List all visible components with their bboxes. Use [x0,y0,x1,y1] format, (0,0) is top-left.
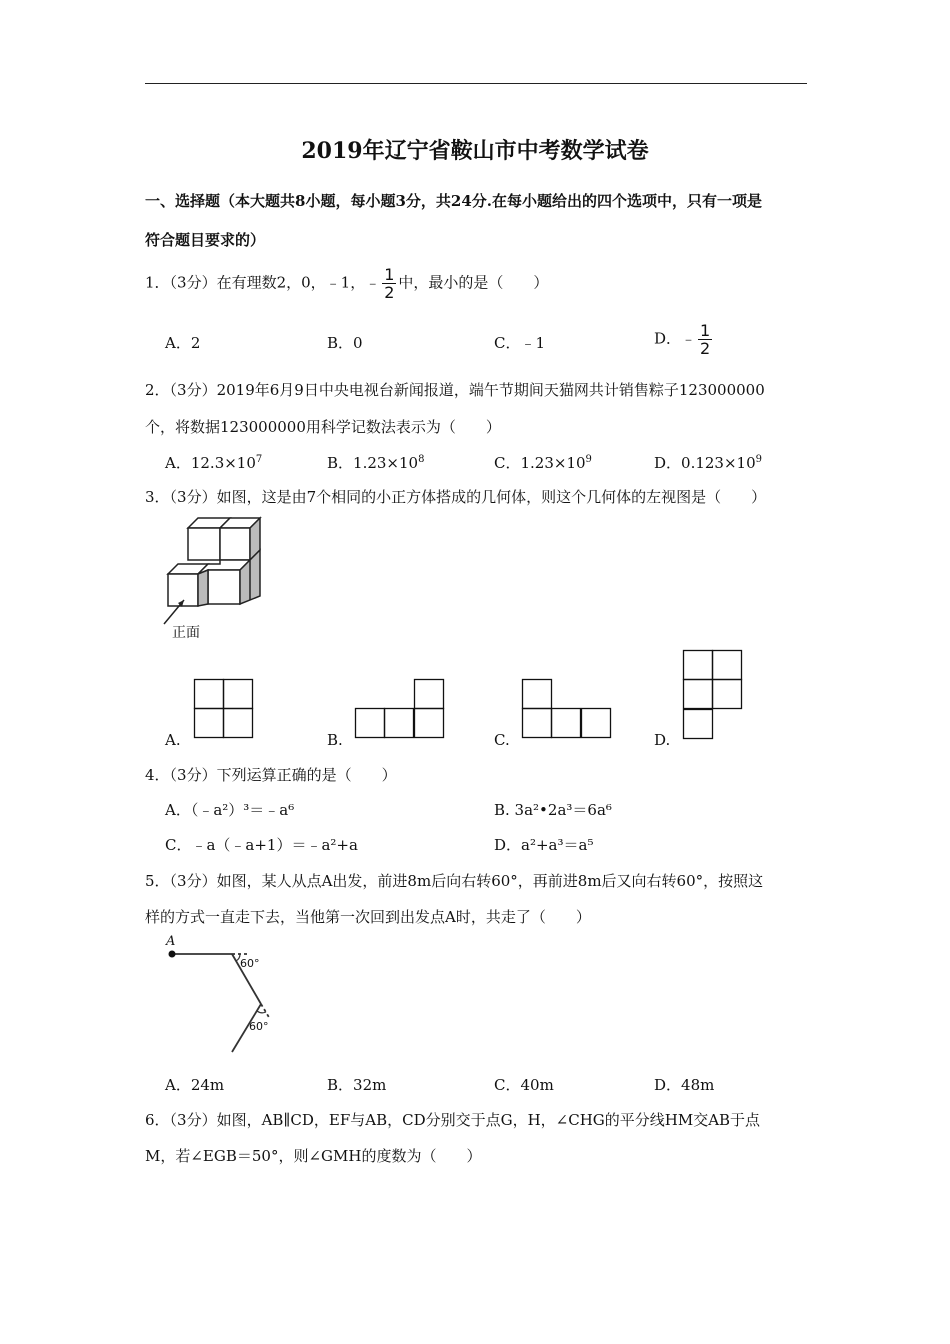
question-3-cube-figure [160,516,270,646]
question-5-angle1-label: 60° [240,957,260,970]
question-1-option-b[interactable]: B．0 [327,334,363,352]
question-5-line2: 样的方式一直走下去，当他第一次回到出发点A时，共走了（ ） [145,908,591,926]
page-title: 2019年辽宁省鞍山市中考数学试卷 [301,138,649,164]
question-2-option-b[interactable]: B．$1.23\times 10^8$ [327,454,425,472]
question-1-option-a[interactable]: A．2 [165,334,201,352]
question-1-text-post: 中，最小的是（ ） [398,273,549,292]
question-6-line1: 6．（3分）如图，AB∥CD，EF与AB，CD分别交于点G，H，∠CHG的平分线HM交AB于点 [145,1111,761,1129]
question-3-option-a[interactable]: A. [165,731,181,749]
question-5-line1: 5．（3分）如图，某人从点A出发，前进8m后向右转60°，再前进8m后又向右转60°，按照这 [145,872,764,890]
question-2-line1: 2．（3分）2019年6月9日中央电视台新闻报道，端午节期间天猫网共计销售粽子123000000 [145,381,765,399]
question-2-option-a[interactable]: A．$12.3\times 10^7$ [165,454,263,472]
question-3-stem: 3．（3分）如图，这是由7个相同的小正方体搭成的几何体，则这个几何体的左视图是（ ） [145,488,767,506]
question-4-stem: 4．（3分）下列运算正确的是（ ） [145,766,397,784]
header-rule [145,83,807,84]
question-3-option-d-figure [683,650,743,740]
question-3-option-b[interactable]: B. [327,731,343,749]
question-6-line2: M，若∠EGB＝50°，则∠GMH的度数为（ ） [145,1147,482,1165]
section-heading-line1: 一、选择题（本大题共8小题，每小题3分，共24分.在每小题给出的四个选项中，只有一项是 [145,192,762,210]
question-4-option-a[interactable]: A．（﹣a²）³＝﹣a⁶ [165,801,295,819]
question-2-option-d[interactable]: D．$0.123\times 10^9$ [654,454,762,472]
question-2-option-c[interactable]: C．$1.23\times 10^9$ [494,454,592,472]
question-4-option-c[interactable]: C．﹣a（﹣a+1）＝﹣a²+a [165,836,358,854]
question-1-option-d[interactable]: D．﹣ $\frac{1}{2}$ [654,321,711,358]
question-5-option-a[interactable]: A．24m [165,1076,225,1094]
section-heading-line2: 符合题目要求的） [145,231,266,249]
question-1-fraction: $\frac{1}{2}$ [384,265,395,302]
question-4-option-d[interactable]: D．a²+a³＝a⁵ [494,836,594,854]
question-5-path-figure [160,930,300,1060]
question-3-figure-label: 正面 [172,625,200,641]
question-5-option-b[interactable]: B．32m [327,1076,387,1094]
question-3-option-c[interactable]: C. [494,731,510,749]
question-2-line2: 个，将数据123000000用科学记数法表示为（ ） [145,418,501,436]
question-1-text-pre: 1．（3分）在有理数2，0，﹣1，﹣ [145,273,381,292]
question-5-option-d[interactable]: D．48m [654,1076,715,1094]
question-1-option-d-fraction: $\frac{1}{2}$ [700,321,711,358]
question-3-option-c-figure [522,679,612,739]
question-5-option-c[interactable]: C．40m [494,1076,554,1094]
question-3-option-d[interactable]: D. [654,731,671,749]
question-1-option-c[interactable]: C．﹣1 [494,334,546,352]
question-3-option-b-figure [355,679,445,739]
question-5-angle2-label: 60° [249,1020,269,1033]
question-1-stem [145,266,548,301]
question-5-point-a-label: A [166,934,176,949]
question-4-option-b[interactable]: B. 3a²•2a³＝6a⁶ [494,801,612,819]
question-3-option-a-figure [194,679,254,739]
